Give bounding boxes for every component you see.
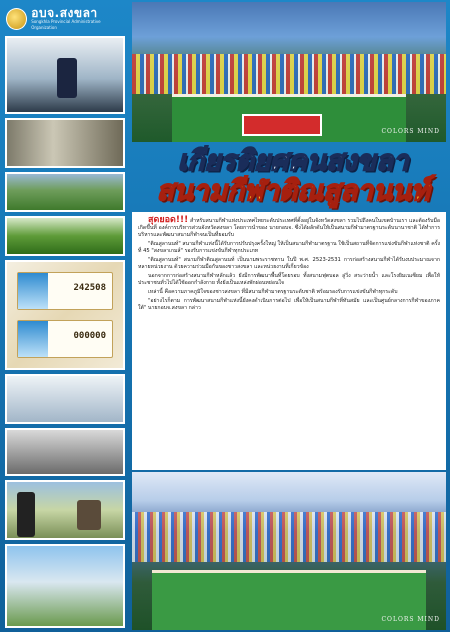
headline <box>148 146 438 206</box>
brand-subtitle: Songkhla Provincial Administrative Organization <box>31 19 101 30</box>
headline-line-1: เกียรติยศคนสงขลา <box>177 144 409 177</box>
article-paragraph: สำหรับสนามกีฬาแห่งประเทศไทยระดับประเทศที่ตั้งอยู่ในจังหวัดสงขลา รวมไปถึงคนในเขตบ้านเรา และต้องรับมือเกิดขึ้นที่ องค์การบริหารส่วนจังหวัดสงขลา โดยการนำของ นายกอบจ. ซึ่งได้ผลักดันให้เป็นสนามกีฬามาตรฐานระดับนานาชาติ ได้ทำการบริหารและพัฒนาสนามกีฬาจนเป็นที่ยอมรับ <box>138 218 440 238</box>
photo-portraits <box>5 480 125 540</box>
photo-football-players <box>5 216 125 256</box>
brand-header <box>6 4 124 34</box>
photo-speaker-podium <box>5 36 125 114</box>
brand-name: อบจ.สงขลา <box>31 6 98 20</box>
lottery-ticket <box>17 320 113 358</box>
photo-lottery-tickets <box>5 260 125 370</box>
photo-audience <box>5 118 125 168</box>
seal-icon <box>6 8 27 30</box>
photo-old-grandstand <box>5 428 125 476</box>
right-content-column <box>128 0 450 632</box>
lottery-number: 242508 <box>73 283 106 293</box>
photo-watermark: COLORS MIND <box>381 616 440 623</box>
photo-stadium-ceremony-bottom <box>132 472 446 630</box>
photo-ceremony-group <box>5 374 125 424</box>
article-paragraph: เหล่านี้ คือความภาคภูมิใจของชาวสงขลา ที่มีสนามกีฬามาตรฐานระดับชาติ พร้อมรองรับการแข่งขันกีฬาทุกระดับ <box>148 289 398 295</box>
photo-stadium-ceremony-top <box>132 2 446 142</box>
photo-watermark: COLORS MIND <box>381 128 440 135</box>
photo-stadium-exterior <box>5 544 125 628</box>
article-paragraph: "อย่างไรก็ตาม การพัฒนาสนามกีฬาแห่งนี้ยังคงดำเนินการต่อไป เพื่อให้เป็นสนามกีฬาที่ทันสมัย และเป็นศูนย์กลางการกีฬาของภาคใต้" นายกอบจ.สงขลา กล่าว <box>138 298 440 311</box>
photo-football-match <box>5 172 125 212</box>
article-paragraph: "ติณสูลานนท์" สนามกีฬาแห่งนี้ได้รับการปรับปรุงครั้งใหญ่ ให้เป็นสนามกีฬามาตรฐาน ใช้เป็นสถานที่จัดการแข่งขันกีฬาแห่งชาติ ครั้งที่ 45 "สงขลาเกมส์" รองรับการแข่งขันกีฬาทุกประเภท <box>138 241 440 254</box>
headline-line-2: สนามกีฬาติณสูลานนท์ <box>156 174 430 207</box>
article-lead: สุดยอด!!! <box>148 215 189 225</box>
speaker-figure <box>57 58 77 98</box>
lottery-number: 000000 <box>73 331 106 341</box>
article-paragraph: "ติณสูลานนท์" สนามกีฬาติณสูลานนท์ เป็นนามพระราชทาน ในปี พ.ศ. 2523-2531 การก่อสร้างสนามกีฬาได้รับงบประมาณจากหลายหน่วยงาน ด้วยความร่วมมือกันของชาวสงขลา และหน่วยงานที่เกี่ยวข้อง <box>138 257 440 270</box>
article-paragraph: นอกจากการก่อสร้างสนามกีฬาหลักแล้ว ยังมีการพัฒนาพื้นที่โดยรอบ ทั้งสนามฟุตบอล ลู่วิ่ง สระว่ายน้ำ และโรงยิมเนเซียม เพื่อให้ประชาชนทั่วไปได้ใช้ออกกำลังกาย ทั้งยังเป็นแหล่งพักผ่อนหย่อนใจ <box>138 273 440 286</box>
lottery-ticket <box>17 272 113 310</box>
left-photo-column <box>0 0 128 632</box>
article-body <box>132 212 446 470</box>
